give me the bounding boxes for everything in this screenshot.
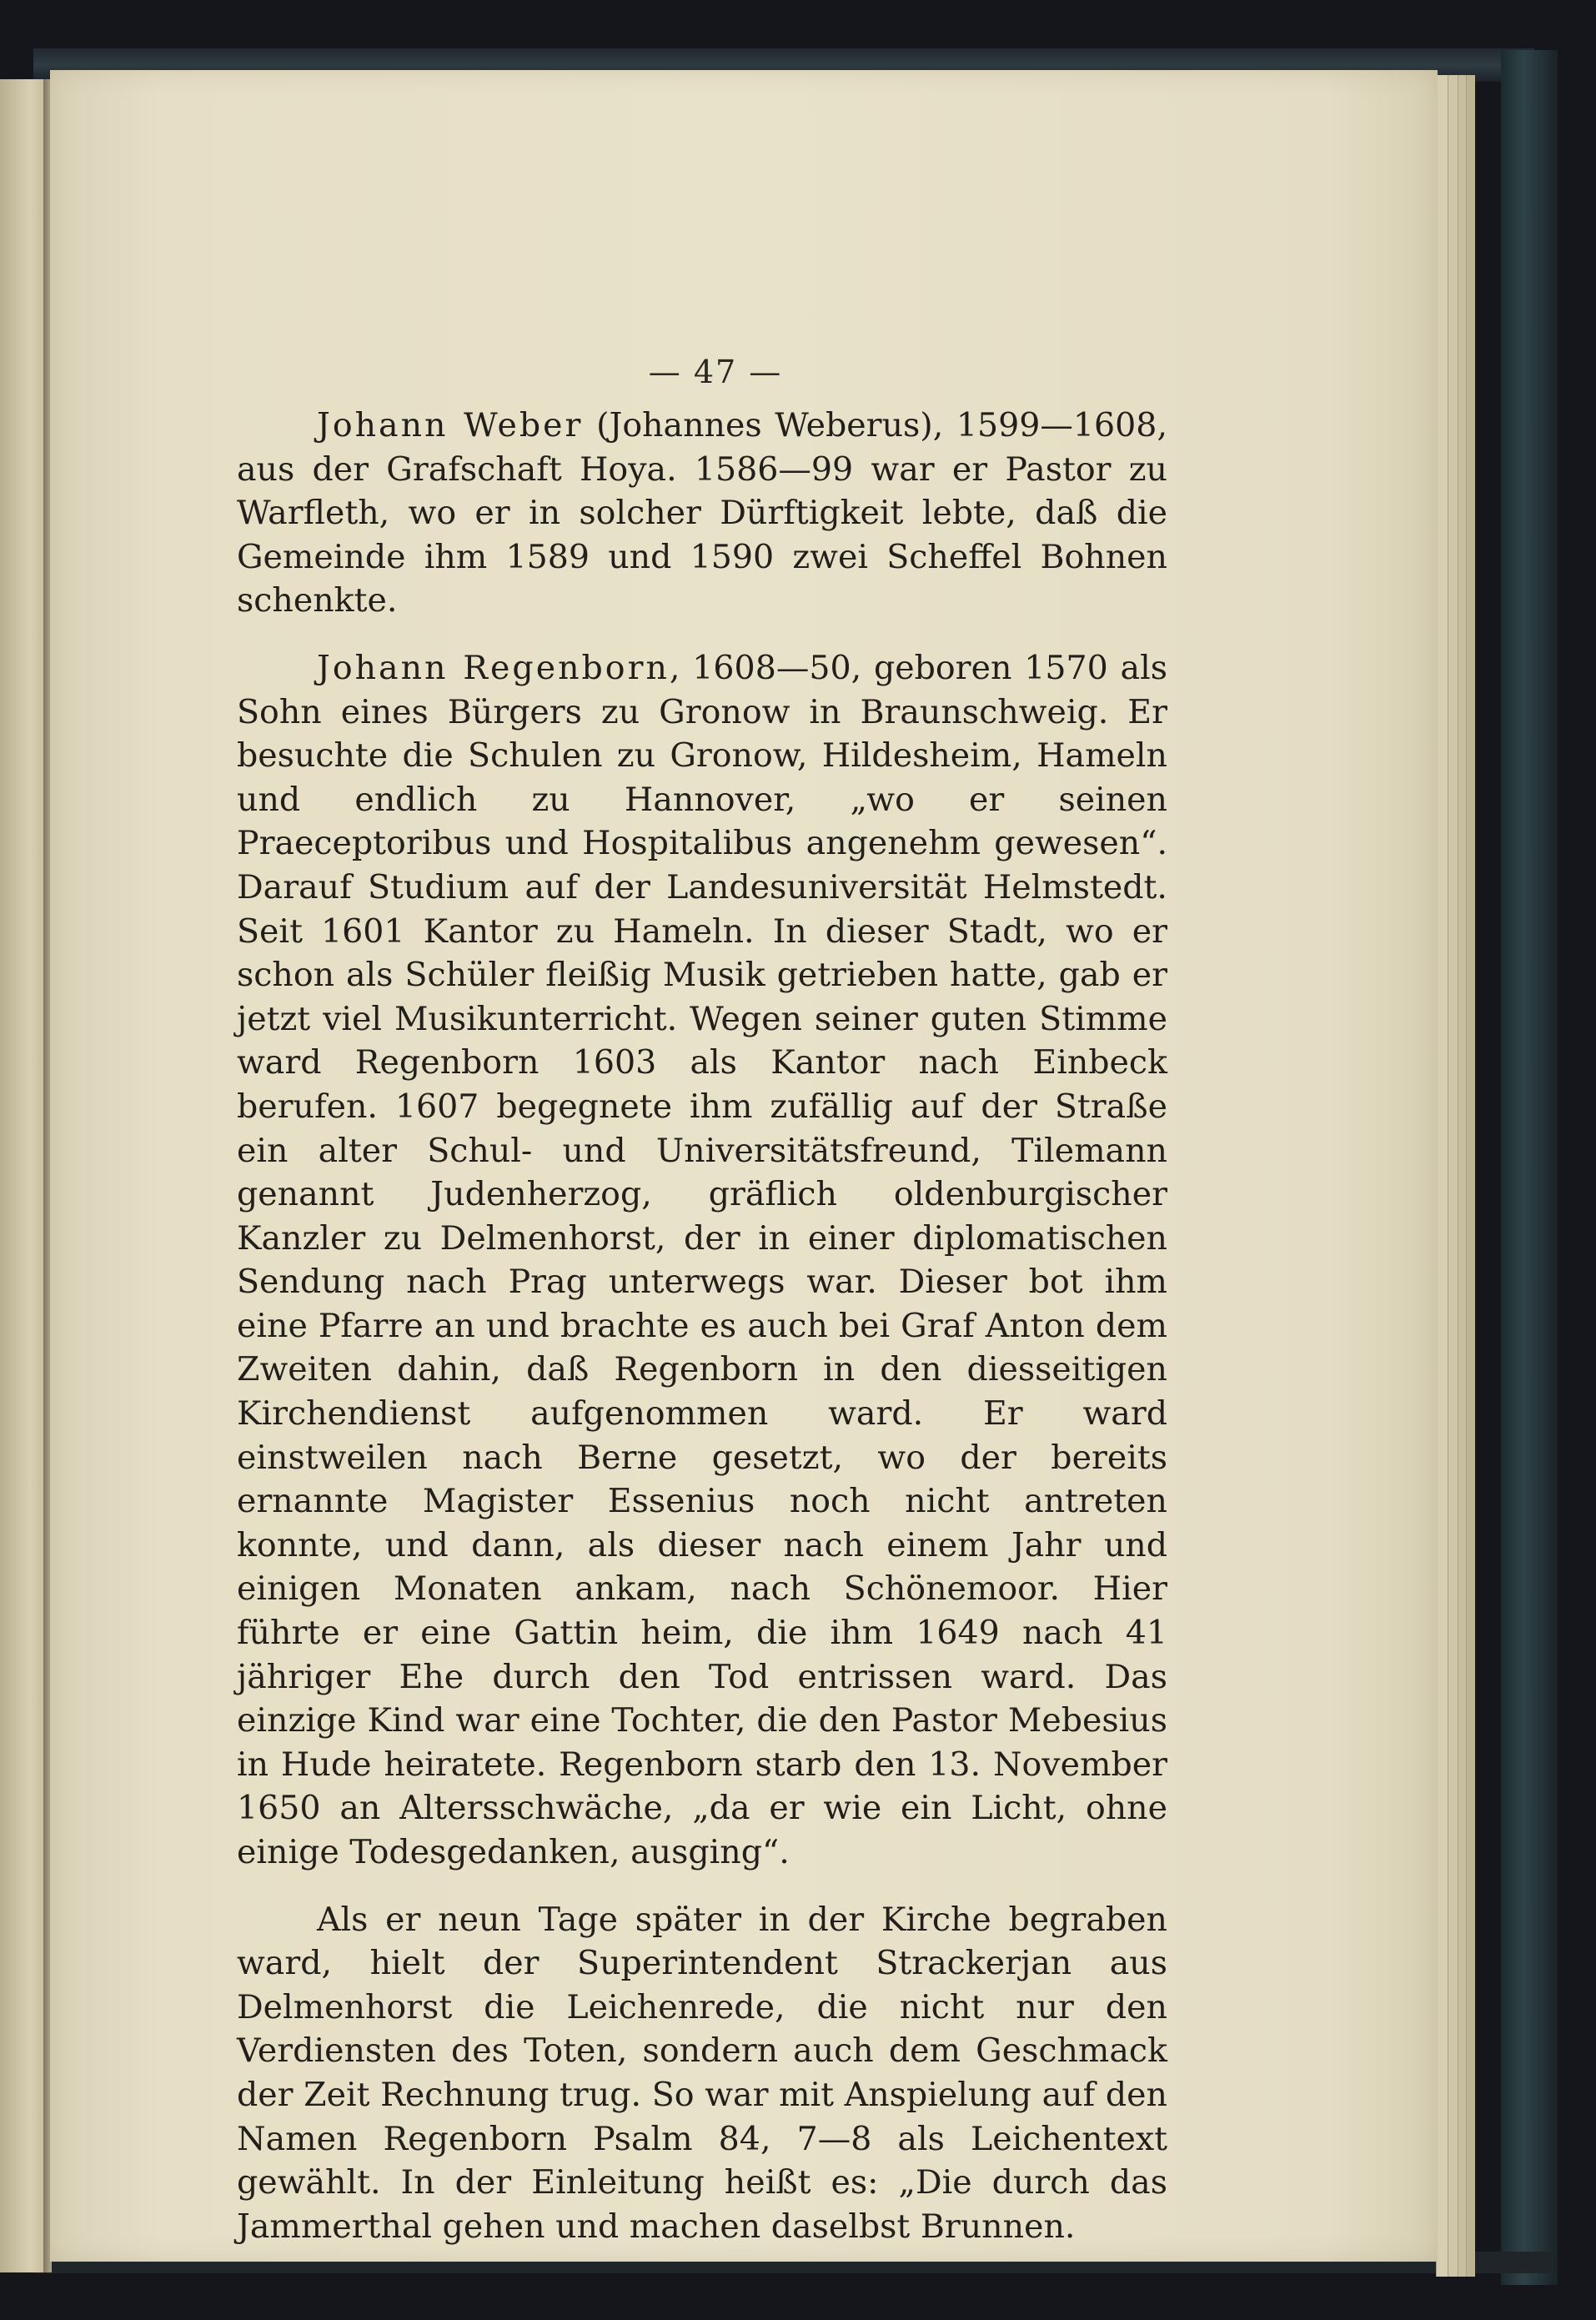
paragraph-lead-name: Johann Weber [317, 406, 584, 444]
paragraph-johann-regenborn [237, 646, 1167, 1875]
paragraph-text: (Johannes Weberus), 1599—1608, aus der Grafschaft Hoya. 1586—99 war er Pastor zu Warfleth, wo er in solcher Dürftigkeit lebte, daß die Gemeinde ihm 1589 und 1590 zwei Scheffel Bohnen schenkte. [237, 406, 1167, 620]
paragraph-text: , 1608—50, geboren 1570 als Sohn eines Bürgers zu Gronow in Braunschweig. Er besuchte die Schulen zu Gronow, Hildesheim, Hameln und endlich zu Hannover, „wo er seinen Praeceptoribus und Hospitalibus angenehm gewesen“. Darauf Studium auf der Landesuniversität Helmstedt. Seit 1601 Kantor zu Hameln. In dieser Stadt, wo er schon als Schüler fleißig Musik getrieben hatte, gab er jetzt viel Musikunterricht. Wegen seiner guten Stimme ward Regenborn 1603 als Kantor nach Einbeck berufen. 1607 begegnete ihm zufällig auf der Straße ein alter Schul- und Universitätsfreund, Tilemann genannt Judenherzog, gräflich oldenburgischer Kanzler zu Delmenhorst, der in einer diplomatischen Sendung nach Prag unterwegs war. Dieser bot ihm eine Pfarre an und brachte es auch bei Graf Anton dem Zweiten dahin, daß Regenborn in den diesseitigen Kirchendienst aufgenommen ward. Er ward einstweilen nach Berne gesetzt, wo der bereits ernannte Magister Essenius noch nicht antreten konnte, und dann, als dieser nach einem Jahr und einigen Monaten ankam, nach Schönemoor. Hier führte er eine Gattin heim, die ihm 1649 nach 41 jähriger Ehe durch den Tod entrissen ward. Das einzige Kind war eine Tochter, die den Pastor Mebesius in Hude heiratete. Regenborn starb den 13. November 1650 an Altersschwäche, „da er wie ein Licht, ohne einige Todesgedanken, ausging“. [237, 648, 1167, 1871]
paragraph-funeral [237, 1898, 1167, 2249]
book-cover-right-edge [1501, 50, 1558, 2285]
facing-page-edge [0, 79, 43, 2272]
page-number: — 47 — [648, 354, 783, 390]
page-stack-edge [1436, 75, 1448, 2277]
book-page [50, 70, 1438, 2262]
page-body [237, 404, 1167, 2248]
paragraph-johann-weber [237, 404, 1167, 623]
page-stack-edge [1466, 75, 1475, 2277]
paragraph-lead-name: Johann Regenborn [317, 648, 670, 687]
paragraph-text: Als er neun Tage später in der Kirche begraben ward, hielt der Superintendent Strackerjan aus Delmenhorst die Leichenrede, die nicht nur den Verdiensten des Toten, sondern auch dem Geschmack der Zeit Rechnung trug. So war mit Anspielung auf den Namen Regenborn Psalm 84, 7—8 als Leichentext gewählt. In der Einleitung heißt es: „Die durch das Jammerthal gehen und machen daselbst Brunnen. [237, 1900, 1167, 2246]
